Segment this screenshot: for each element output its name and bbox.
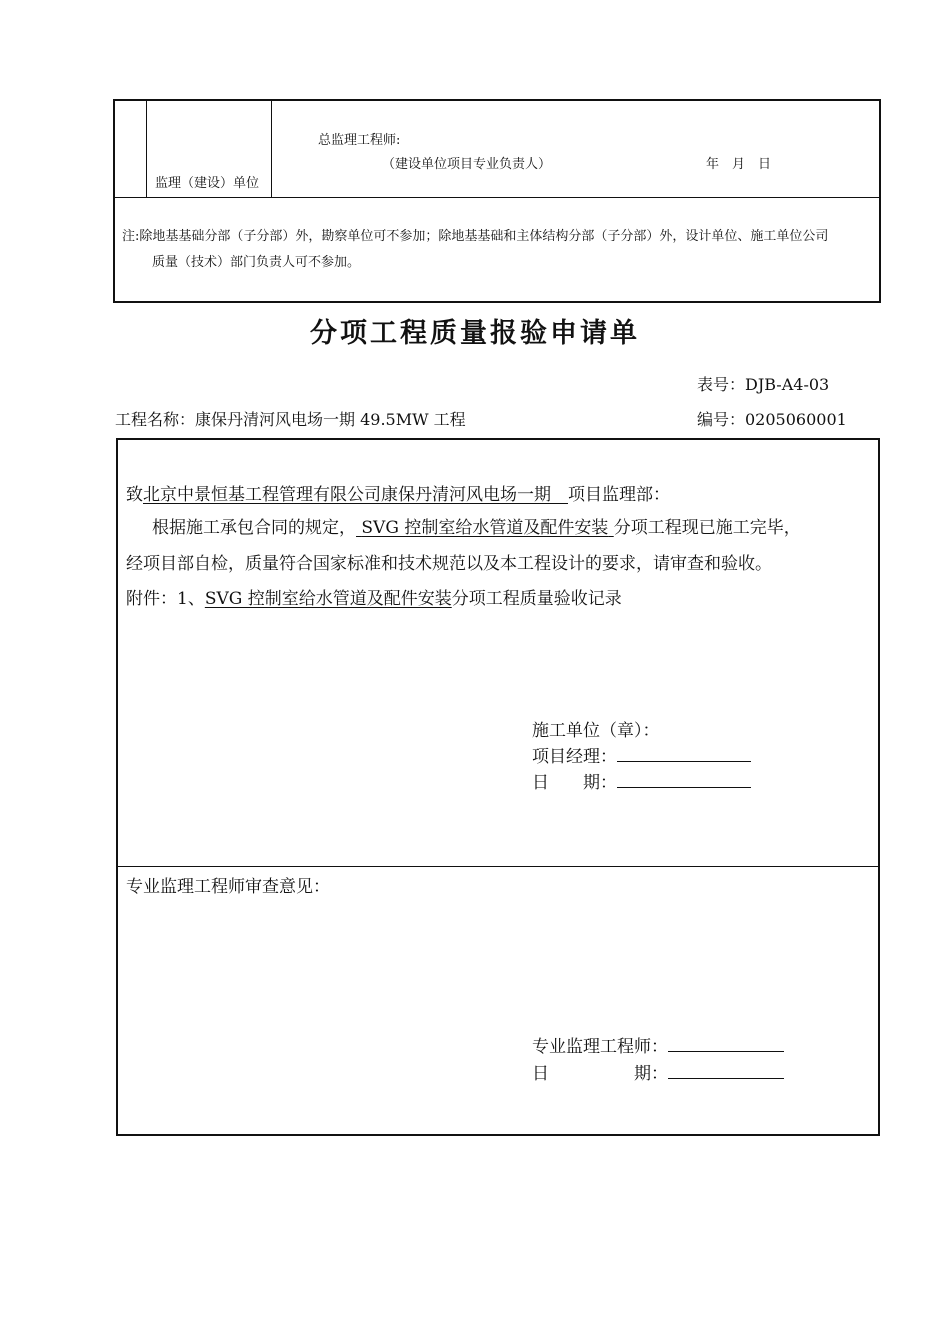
project-manager-label: 项目经理： (532, 747, 617, 767)
column-divider (271, 101, 272, 197)
review-date-row (532, 1059, 784, 1084)
to-prefix: 致 (126, 485, 143, 505)
to-suffix: 项目监理部： (568, 485, 670, 505)
engineer-label: 专业监理工程师： (532, 1037, 668, 1057)
application-date-label: 日 期： (532, 773, 617, 793)
form-number: 表号：DJB-A4-03 (697, 375, 830, 394)
serial-number: 编号：0205060001 (697, 410, 847, 429)
engineer-row (532, 1032, 784, 1057)
attachment-item: SVG 控制室给水管道及配件安装 (204, 589, 452, 609)
application-date-field[interactable] (617, 771, 751, 788)
owner-representative-label: （建设单位项目专业负责人） (382, 157, 552, 172)
review-heading: 专业监理工程师审查意见： (126, 877, 330, 897)
application-table (116, 438, 880, 1136)
review-date-field[interactable] (668, 1062, 784, 1079)
chief-supervisor-label: 总监理工程师: (318, 133, 401, 148)
form-title: 分项工程质量报验申请单 (310, 318, 640, 349)
attachment-line (126, 584, 622, 609)
project-manager-signature-field[interactable] (617, 745, 751, 762)
review-date-label: 日 期： (532, 1064, 668, 1084)
project-manager-row (532, 742, 751, 767)
recipient-underline-pad (551, 485, 568, 505)
signature-row (115, 101, 879, 198)
statement-suffix: 分项工程现已施工完毕， (613, 518, 801, 538)
note-line-2: 质量（技术）部门负责人可不参加。 (152, 255, 361, 270)
engineer-signature-field[interactable] (668, 1035, 784, 1052)
statement-prefix: 根据施工承包合同的规定， (152, 518, 356, 538)
recipient-line (126, 480, 670, 505)
note-line-1: 注:除地基基础分部（子分部）外，勘察单位可不参加；除地基基础和主体结构分部（子分部）外，设计单位、施工单位公司 (122, 229, 829, 244)
application-date-row (532, 768, 751, 793)
section-divider (118, 866, 878, 867)
attachment-suffix: 分项工程质量验收记录 (451, 589, 622, 609)
contractor-seal-label: 施工单位（章）： (532, 721, 660, 741)
column-divider (146, 101, 147, 197)
item-name (356, 518, 614, 538)
date-label: 年 月 日 (706, 157, 772, 172)
statement-line-2: 经项目部自检，质量符合国家标准和技术规范以及本工程设计的要求，请审查和验收。 (126, 554, 772, 574)
project-name: 工程名称：康保丹清河风电场一期 49.5MW 工程 (115, 410, 466, 429)
item-name-text: SVG 控制室给水管道及配件安装 (361, 518, 609, 538)
recipient-name: 北京中景恒基工程管理有限公司康保丹清河风电场一期 (143, 485, 551, 505)
statement-line (152, 513, 801, 538)
attachment-prefix: 附件：1、 (126, 589, 205, 609)
supervision-unit-label: 监理（建设）单位 (155, 176, 260, 191)
top-table (113, 99, 881, 303)
